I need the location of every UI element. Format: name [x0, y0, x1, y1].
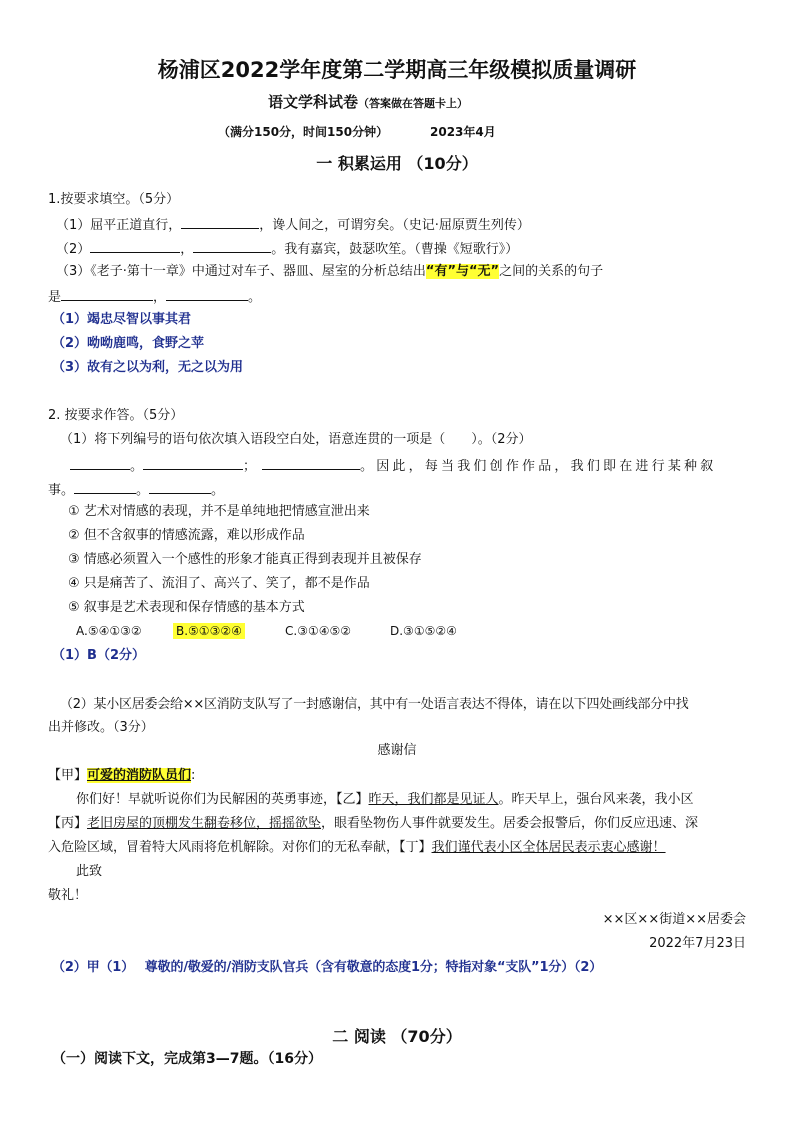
exam-date: 2023年4月 — [430, 125, 496, 139]
q2-fill-line2 — [48, 482, 224, 497]
letter-signature: ××区××街道××居委会 — [602, 912, 746, 927]
q1-sub3-period: 。 — [248, 290, 262, 305]
q1-sub3-blank-2[interactable] — [166, 289, 248, 301]
letter-cizhi: 此致 — [76, 864, 103, 879]
letter-line-2 — [48, 817, 698, 830]
q1-sub3-line2 — [48, 289, 261, 304]
letter-line-3 — [48, 841, 666, 854]
q1-sub1-text-a: （1）屈平正道直行， — [56, 218, 182, 233]
exam-meta: （满分150分，时间150分钟） — [218, 125, 389, 139]
subject-title: 语文学科试卷 — [268, 93, 359, 111]
q2-item-1: ① 艺术对情感的表现，并不是单纯地把情感宣泄出来 — [68, 504, 370, 519]
underlined-bing: 老旧房屋的顶棚发生翻卷移位，摇摇欲坠 — [87, 816, 322, 831]
q2-option-d[interactable]: D.③①⑤②④ — [390, 624, 457, 638]
q2-item-2: ② 但不含叙事的情感流露，难以形成作品 — [68, 528, 305, 543]
letter-title: 感谢信 — [377, 743, 417, 758]
q1-answer-2: （2）呦呦鹿鸣，食野之苹 — [52, 336, 205, 351]
q1-sub1-text-b: ，谗人间之，可谓穷矣。（史记·屈原贾生列传） — [259, 218, 530, 233]
q2-fill-blank-3[interactable] — [262, 458, 360, 470]
q2-fill-blank-4[interactable] — [74, 482, 136, 494]
q1-sub2-blank-1[interactable] — [90, 241, 180, 253]
q1-sub2-comma: ， — [180, 242, 194, 257]
letter-line-2-b: ，眼看坠物伤人事件就要发生。居委会报警后，你们反应迅速、深 — [321, 816, 699, 831]
section2-heading: 二 阅读 （70分） — [332, 1027, 462, 1046]
q1-answer-1: （1）竭忠尽智以事其君 — [52, 312, 192, 327]
q1-sub3 — [56, 265, 603, 278]
q1-sub3-comma: ， — [153, 290, 167, 305]
q2-fill-sep-1: 。 — [130, 459, 144, 474]
q2-item-4: ④ 只是痛苦了、流泪了、高兴了、笑了，都不是作品 — [68, 576, 370, 591]
q2-fill-sep-3: 。 — [136, 483, 150, 498]
q2-option-c[interactable]: C.③①④⑤② — [285, 624, 351, 638]
q2-option-b[interactable]: B.⑤①③②④ — [173, 623, 245, 639]
q2-part2-line2: 出并修改。（3分） — [48, 720, 154, 735]
section1-heading: 一 积累运用 （10分） — [316, 154, 478, 173]
letter-line-3-a: 入危险区域，冒着特大风雨将危机解除。对你们的无私奉献， — [48, 840, 400, 855]
q2-part2-line1: （2）某小区居委会给××区消防支队写了一封感谢信，其中有一处语言表达不得体，请在以下四处画线部分中找 — [60, 697, 689, 712]
q2-item-5: ⑤ 叙事是艺术表现和保存情感的基本方式 — [68, 600, 305, 615]
underlined-yi: 昨天，我们都是见证人 — [368, 792, 499, 807]
underlined-ding: 我们谨代表小区全体居民表示衷心感谢！ — [431, 840, 666, 855]
exam-title: 杨浦区2022学年度第二学期高三年级模拟质量调研 — [157, 58, 637, 82]
letter-line-1 — [76, 793, 694, 806]
q2-stem: 2. 按要求作答。（5分） — [48, 408, 184, 423]
q1-sub3-text-a: （3）《老子·第十一章》中通过对车子、器皿、屋室的分析总结出 — [56, 264, 426, 279]
q1-sub2-text-c: 。我有嘉宾，鼓瑟吹笙。（曹操《短歌行》） — [271, 242, 519, 257]
q2-fill-blank-2[interactable] — [143, 458, 243, 470]
q2-answer-2: （2）甲（1） 尊敬的/敬爱的/消防支队官兵（含有敬意的态度1分；特指对象“支队”1分）（2） — [52, 960, 603, 975]
q1-sub3-highlight: “有”与“无” — [425, 264, 500, 279]
subtitle-note: （答案做在答题卡上） — [358, 97, 469, 110]
letter-line-1-a: 你们好！早就听说你们为民解困的英勇事迹， — [76, 792, 337, 807]
letter-date: 2022年7月23日 — [649, 936, 746, 951]
underlined-jia: 可爱的消防队员们 — [87, 768, 192, 783]
marker-yi: 【乙】 — [336, 792, 369, 807]
q1-stem: 1.按要求填空。（5分） — [48, 192, 180, 207]
q2-item-3: ③ 情感必须置入一个感性的形象才能真正得到表现并且被保存 — [68, 552, 422, 567]
q1-sub2-text-a: （2） — [56, 242, 91, 257]
q2-part1: （1）将下列编号的语句依次填入语段空白处，语意连贯的一项是（ ）。（2分） — [60, 432, 532, 447]
q2-option-a[interactable]: A.⑤④①③② — [76, 624, 142, 638]
q1-sub1-blank[interactable] — [181, 217, 259, 229]
subtitle-line — [268, 95, 468, 110]
q2-fill-mid: 。因此，每当我们创作作品，我们即在进行某种叙 — [360, 459, 717, 474]
q1-answer-3: （3）故有之以为利，无之以为用 — [52, 360, 244, 375]
letter-salutation — [48, 769, 195, 782]
q2-fill-line1 — [70, 458, 716, 473]
q2-fill-blank-1[interactable] — [70, 458, 130, 470]
marker-jia: 【甲】 — [48, 768, 88, 783]
q1-sub2 — [56, 241, 518, 256]
marker-bing: 【丙】 — [48, 816, 88, 831]
salutation-colon: : — [191, 768, 196, 783]
letter-jingli: 敬礼！ — [48, 888, 88, 903]
q1-sub2-blank-2[interactable] — [193, 241, 271, 253]
q2-answer-1: （1）B（2分） — [52, 648, 145, 663]
marker-ding: 【丁】 — [399, 840, 432, 855]
q1-sub3-text-c: 是 — [48, 290, 62, 305]
q1-sub3-text-b: 之间的关系的句子 — [499, 264, 604, 279]
q1-sub1 — [56, 217, 530, 232]
section2-part1: （一）阅读下文，完成第3—7题。（16分） — [52, 1051, 322, 1067]
letter-line-1-b: 。昨天早上，强台风来袭，我小区 — [498, 792, 694, 807]
q2-fill-blank-5[interactable] — [149, 482, 211, 494]
q2-fill-sep-4: 。 — [211, 483, 225, 498]
q2-fill-sep-2: ； — [243, 459, 257, 474]
q1-sub3-blank-1[interactable] — [61, 289, 153, 301]
q2-fill-line2-text: 事。 — [48, 483, 75, 498]
